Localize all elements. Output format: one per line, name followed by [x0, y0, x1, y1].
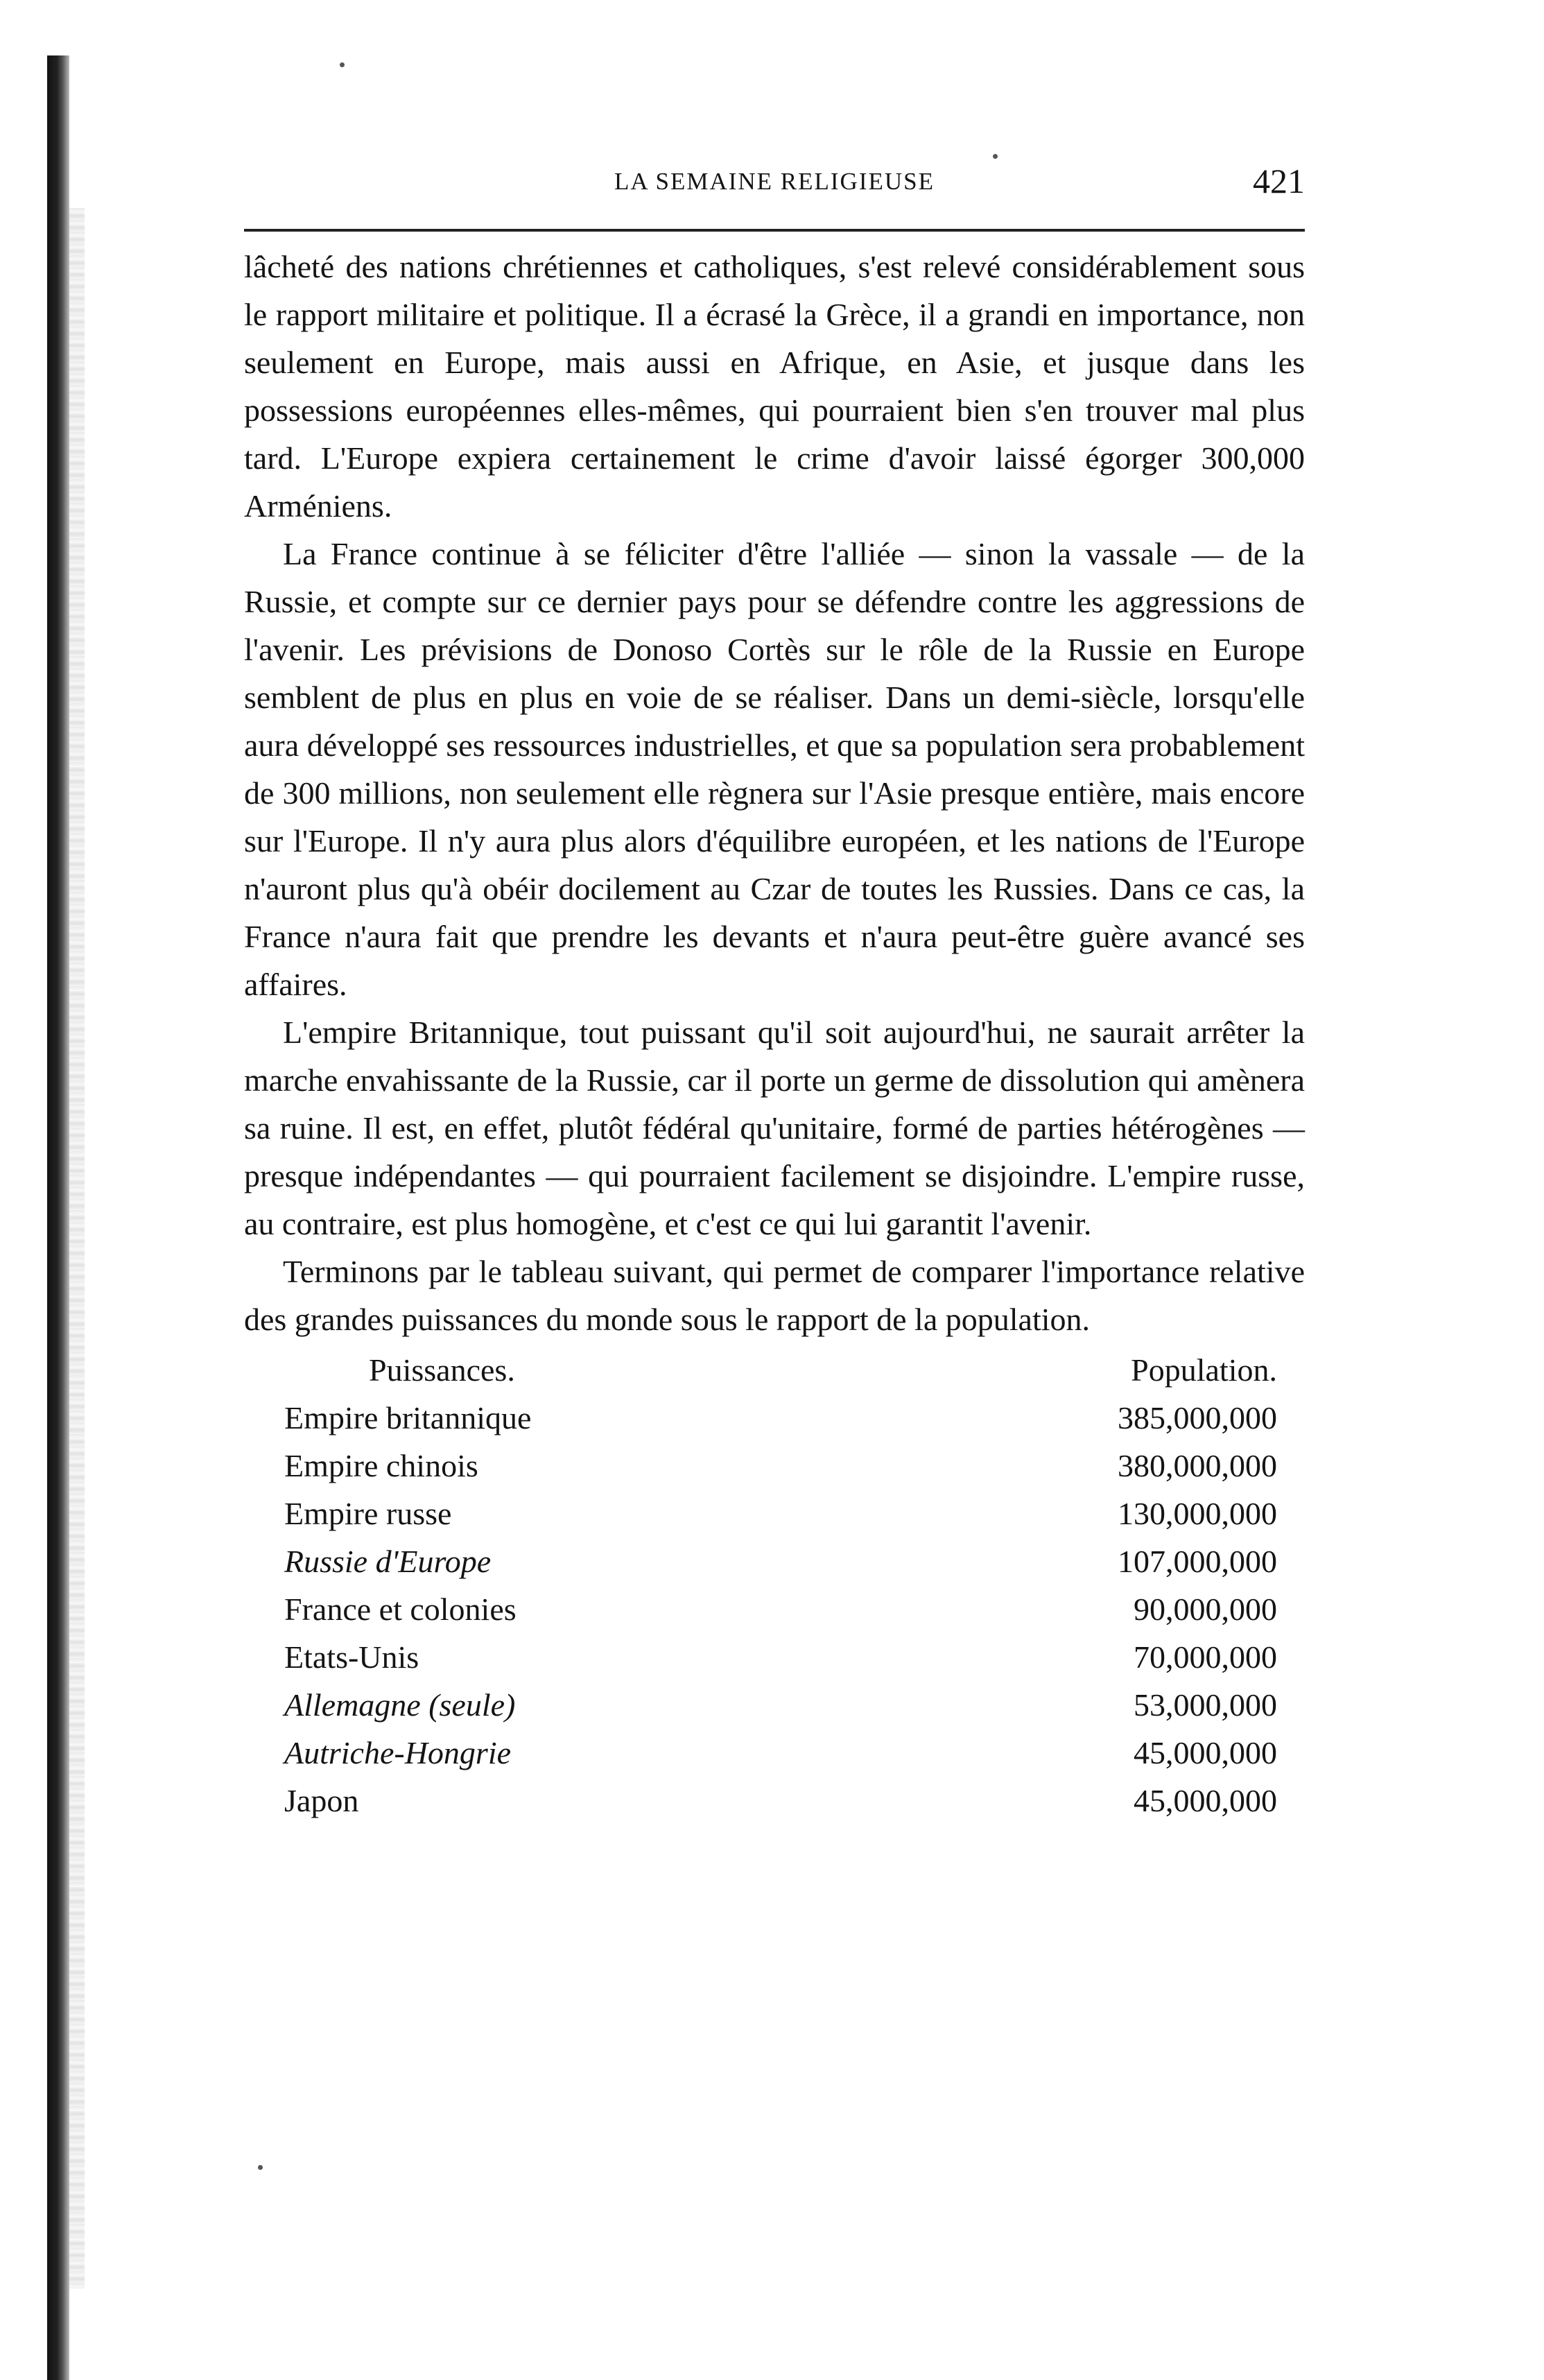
- scan-speck: [340, 62, 345, 67]
- table-row: [244, 1394, 1305, 1442]
- power-name: Autriche-Hongrie: [284, 1735, 512, 1770]
- population-value: 45,000,000: [1134, 1735, 1277, 1770]
- power-name: Russie d'Europe: [284, 1544, 492, 1579]
- running-title: LA SEMAINE RELIGIEUSE: [614, 168, 935, 195]
- document-page: [244, 158, 1305, 1825]
- power-name: Empire russe: [284, 1496, 452, 1531]
- scan-edge-shadow: [69, 208, 85, 2288]
- table-row: [244, 1442, 1305, 1490]
- population-value: 385,000,000: [1118, 1400, 1277, 1435]
- table-row: [244, 1777, 1305, 1825]
- table-header: [244, 1346, 1305, 1394]
- scan-speck: [258, 2165, 263, 2170]
- population-value: 130,000,000: [1118, 1496, 1277, 1531]
- population-table: [244, 1346, 1305, 1825]
- table-row: [244, 1490, 1305, 1537]
- column-header-powers: Puissances.: [369, 1352, 515, 1388]
- table-row: [244, 1537, 1305, 1585]
- page-number: 421: [1253, 162, 1305, 200]
- page-header: [244, 158, 1305, 222]
- power-name: Etats-Unis: [284, 1639, 419, 1675]
- paragraph: lâcheté des nations chrétiennes et catholiques, s'est relevé considérablement sous le rapport militaire et politique. Il a écrasé la Grèce, il a grandi en importance, non seulement en Europe, mais aussi en Afrique, en Asie, et jusque dans les possessions européennes elles-mêmes, qui pourraient bien s'en trouver mal plus tard. L'Europe expiera certainement le crime d'avoir laissé égorger 300,000 Arméniens.: [244, 249, 1305, 524]
- population-value: 380,000,000: [1118, 1448, 1277, 1483]
- power-name: Empire britannique: [284, 1400, 532, 1435]
- table-row: [244, 1585, 1305, 1633]
- population-value: 70,000,000: [1134, 1639, 1277, 1675]
- paragraph: Terminons par le tableau suivant, qui permet de comparer l'importance relative des grandes puissances du monde sous le rapport de la population.: [244, 1254, 1305, 1337]
- header-rule: [244, 229, 1305, 232]
- power-name: Allemagne (seule): [284, 1687, 516, 1723]
- table-row: [244, 1681, 1305, 1729]
- body-text: [244, 243, 1305, 1343]
- paragraph: La France continue à se féliciter d'être l'alliée — sinon la vassale — de la Russie, et compte sur ce dernier pays pour se défendre contre les aggressions de l'avenir. Les prévisions de Donoso Cortès sur le rôle de la Russie en Europe semblent de plus en plus en voie de se réaliser. Dans un demi-siècle, lorsqu'elle aura développé ses ressources industrielles, et que sa population sera probablement de 300 millions, non seulement elle règnera sur l'Asie presque entière, mais encore sur l'Europe. Il n'y aura plus alors d'équilibre européen, et les nations de l'Europe n'auront plus qu'à obéir docilement au Czar de toutes les Russies. Dans ce cas, la France n'aura fait que prendre les devants et n'aura peut-être guère avancé ses affaires.: [244, 536, 1305, 1002]
- power-name: Empire chinois: [284, 1448, 478, 1483]
- population-value: 45,000,000: [1134, 1783, 1277, 1818]
- population-value: 90,000,000: [1134, 1592, 1277, 1627]
- scan-edge-artifact: [47, 55, 69, 2380]
- table-row: [244, 1729, 1305, 1777]
- column-header-population: Population.: [1131, 1352, 1277, 1388]
- table-row: [244, 1633, 1305, 1681]
- power-name: France et colonies: [284, 1592, 517, 1627]
- population-value: 107,000,000: [1118, 1544, 1277, 1579]
- population-value: 53,000,000: [1134, 1687, 1277, 1723]
- power-name: Japon: [284, 1783, 359, 1818]
- paragraph: L'empire Britannique, tout puissant qu'il soit aujourd'hui, ne saurait arrêter la marche envahissante de la Russie, car il porte un germe de dissolution qui amènera sa ruine. Il est, en effet, plutôt fédéral qu'unitaire, formé de parties hétérogènes — presque indépendantes — qui pourraient facilement se disjoindre. L'empire russe, au contraire, est plus homogène, et c'est ce qui lui garantit l'avenir.: [244, 1015, 1305, 1241]
